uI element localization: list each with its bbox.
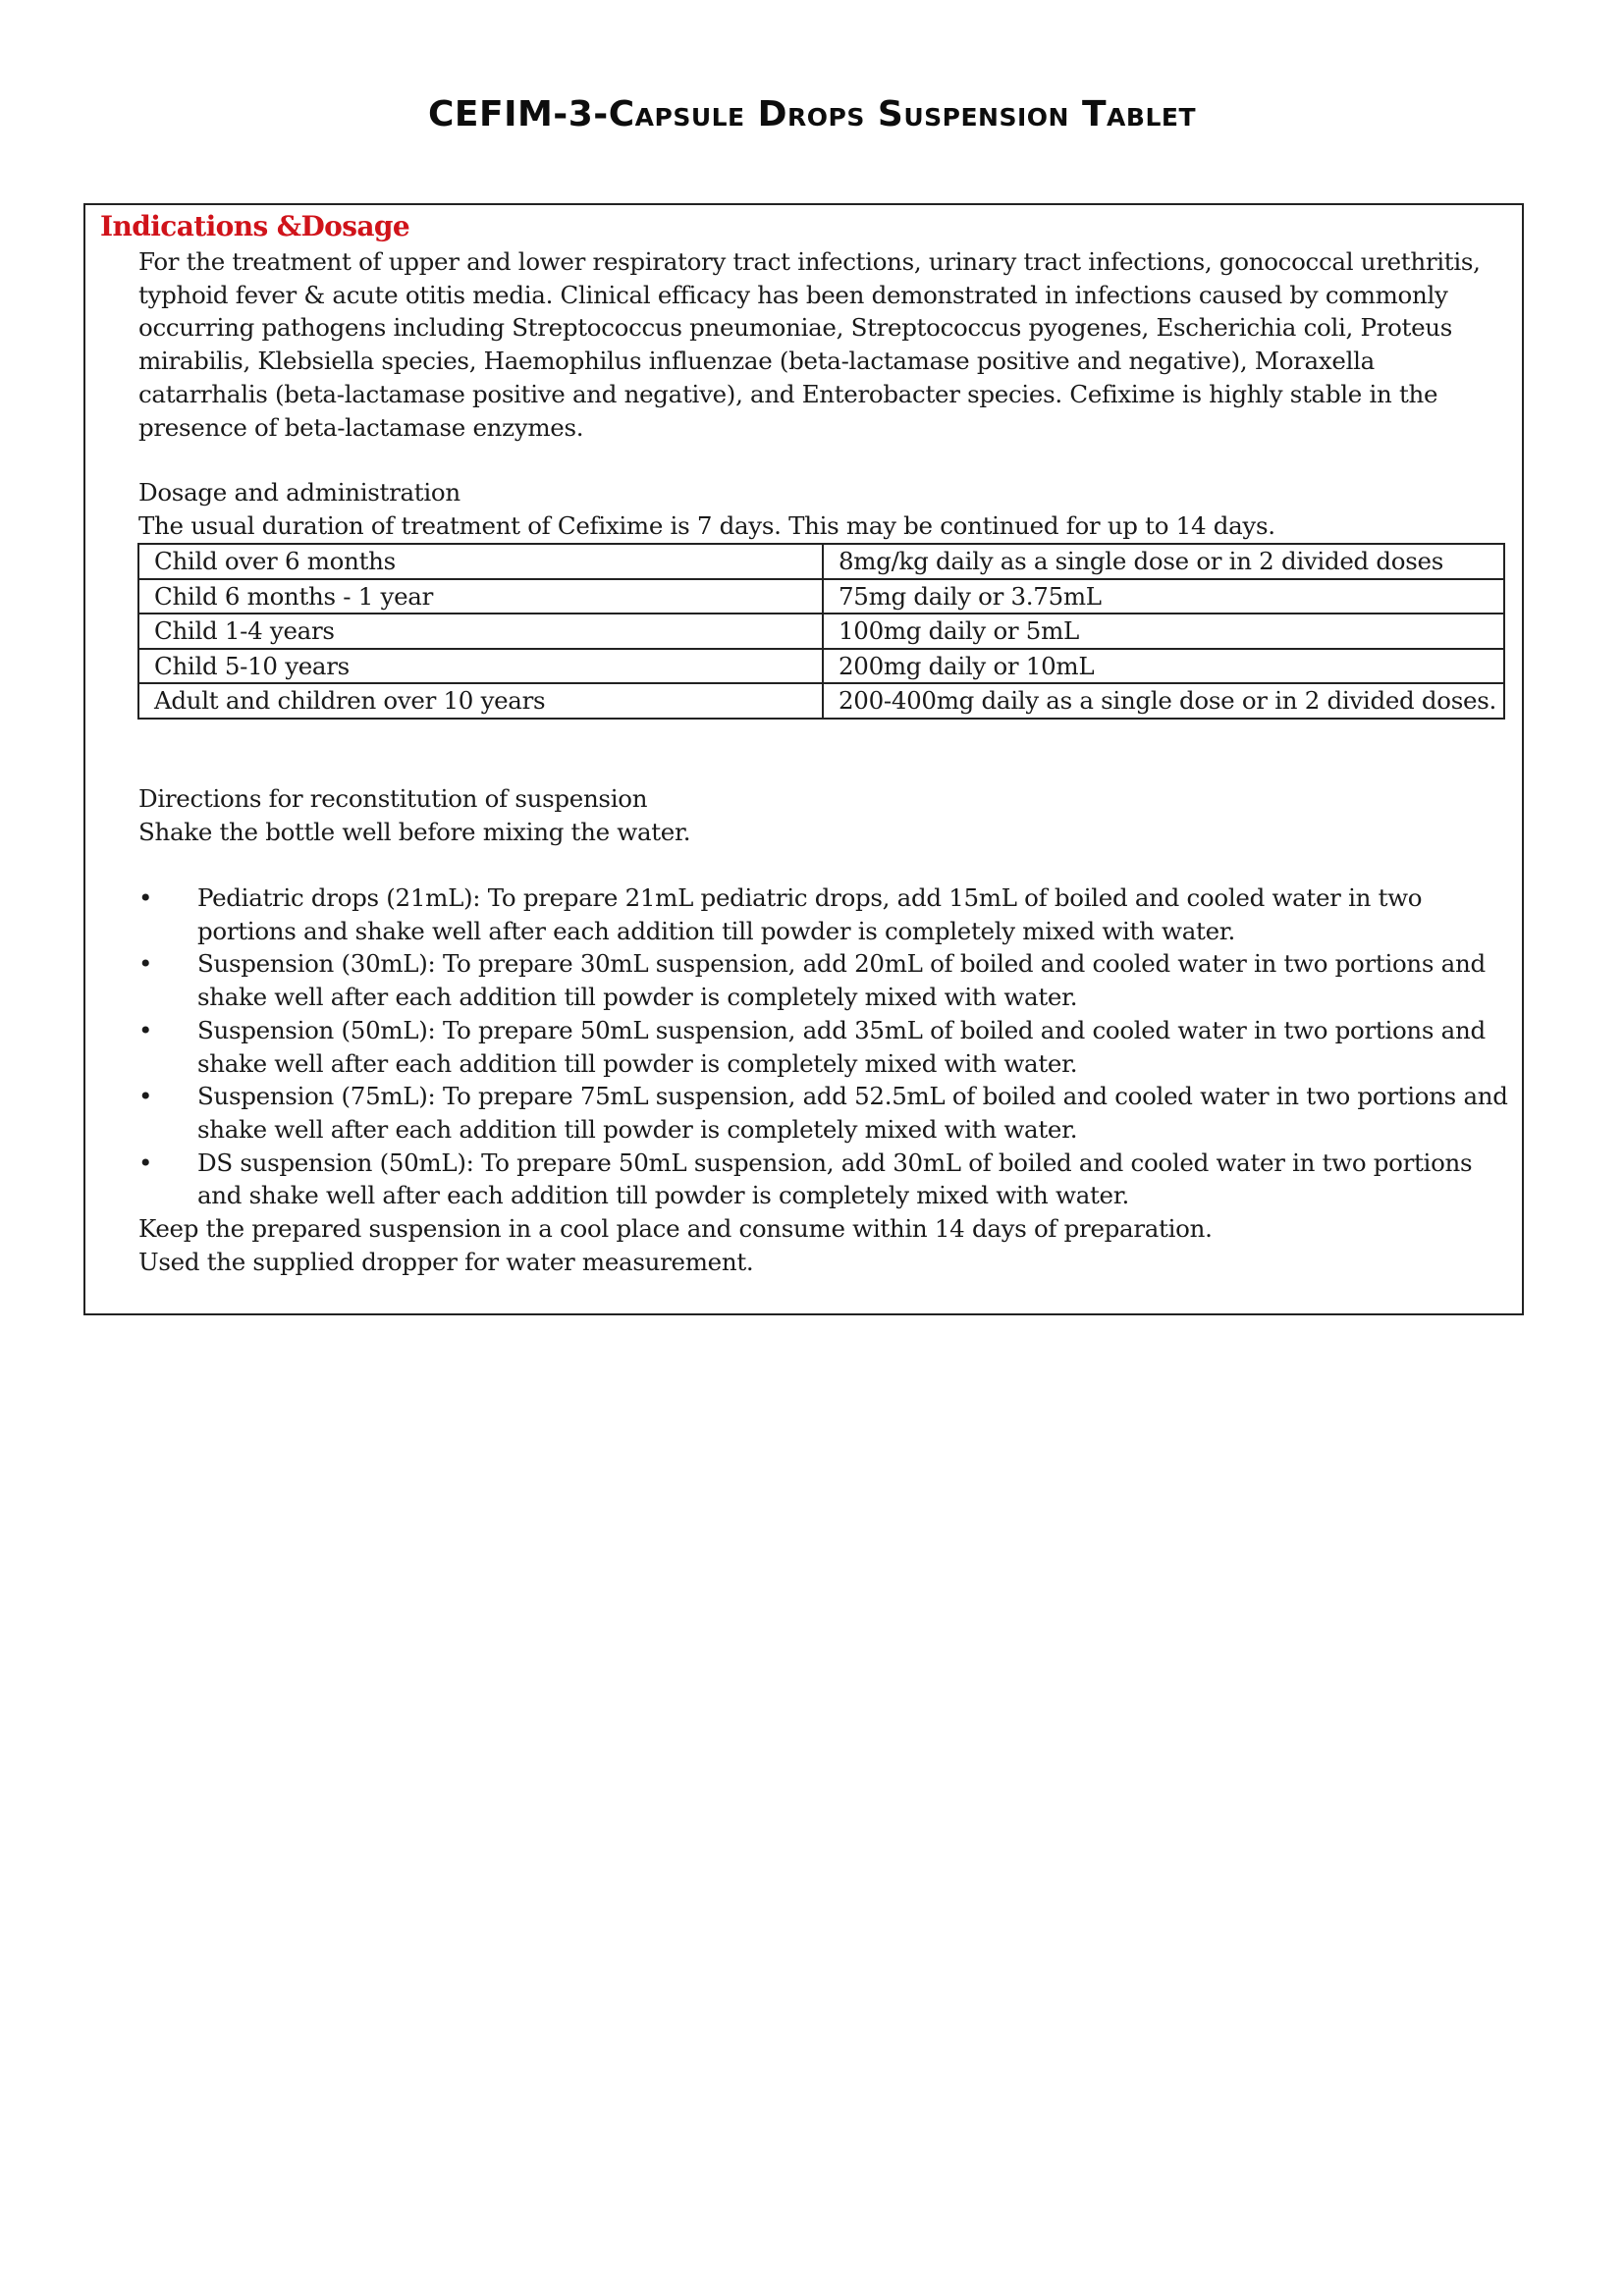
dose-cell: 8mg/kg daily as a single dose or in 2 divided doses	[823, 544, 1504, 579]
bullet-icon: •	[138, 1015, 153, 1044]
step-text: DS suspension (50mL): To prepare 50mL suspension, add 30mL of boiled and cooled water in two portions and shake well after each addition till powder is completely mixed with water.	[197, 1148, 1473, 1210]
age-group-cell: Child 5-10 years	[138, 649, 823, 684]
age-group-cell: Adult and children over 10 years	[138, 683, 823, 719]
table-row	[138, 683, 1504, 719]
step-text: Suspension (75mL): To prepare 75mL suspension, add 52.5mL of boiled and cooled water in two portions and shake well after each addition till powder is completely mixed with water.	[197, 1082, 1508, 1144]
list-item	[138, 1147, 1513, 1212]
dose-cell: 100mg daily or 5mL	[823, 614, 1504, 649]
list-item	[138, 947, 1513, 1013]
step-text: Pediatric drops (21mL): To prepare 21mL pediatric drops, add 15mL of boiled and cooled water in two portions and shake well after each addition till powder is completely mixed with water.	[197, 883, 1423, 945]
table-row	[138, 649, 1504, 684]
list-item	[138, 881, 1513, 947]
indications-text: For the treatment of upper and lower respiratory tract infections, urinary tract infections, gonococcal urethritis, typhoid fever & acute otitis media. Clinical efficacy has been demonstrated in infections caused by commonly occurring pathogens including Streptococcus pneumoniae, Streptococcus pyogenes, Escherichia coli, Proteus mirabilis, Klebsiella species, Haemophilus influenzae (beta-lactamase positive and negative), Moraxella catarrhalis (beta-lactamase positive and negative), and Enterobacter species. Cefixime is highly stable in the presence of beta-lactamase enzymes.	[138, 247, 1481, 442]
reconstitution-heading: Directions for reconstitution of suspension	[138, 784, 648, 813]
bullet-icon: •	[138, 949, 153, 979]
age-group-cell: Child over 6 months	[138, 544, 823, 579]
reconstitution-intro: Shake the bottle well before mixing the water.	[138, 818, 691, 846]
indications-dosage-box	[83, 203, 1524, 1315]
dose-cell: 75mg daily or 3.75mL	[823, 579, 1504, 614]
table-row	[138, 579, 1504, 614]
closing-notes	[138, 1212, 1513, 1278]
age-group-cell: Child 6 months - 1 year	[138, 579, 823, 614]
list-item	[138, 1014, 1513, 1080]
document-title: CEFIM-3-Capsule Drops Suspension Tablet	[427, 94, 1197, 134]
dose-cell: 200-400mg daily as a single dose or in 2 divided doses.	[823, 683, 1504, 719]
indications-paragraph	[138, 245, 1498, 444]
bullet-icon: •	[138, 1082, 153, 1111]
bullet-icon: •	[138, 1148, 153, 1177]
table-row	[138, 614, 1504, 649]
age-group-cell: Child 1-4 years	[138, 614, 823, 649]
dosage-administration-heading: Dosage and administration	[138, 478, 460, 507]
indications-dosage-heading: Indications &Dosage	[100, 210, 410, 242]
list-item	[138, 1080, 1513, 1146]
dropper-note: Used the supplied dropper for water measurement.	[138, 1247, 754, 1276]
bullet-icon: •	[138, 883, 153, 912]
reconstitution-steps-list	[138, 881, 1513, 1212]
step-text: Suspension (50mL): To prepare 50mL suspension, add 35mL of boiled and cooled water in two portions and shake well after each addition till powder is completely mixed with water.	[197, 1015, 1486, 1078]
dosage-table	[137, 543, 1505, 720]
dose-cell: 200mg daily or 10mL	[823, 649, 1504, 684]
step-text: Suspension (30mL): To prepare 30mL suspension, add 20mL of boiled and cooled water in two portions and shake well after each addition till powder is completely mixed with water.	[197, 949, 1486, 1012]
dosage-duration-text: The usual duration of treatment of Cefixime is 7 days. This may be continued for up to 14 days.	[138, 511, 1275, 540]
table-row	[138, 544, 1504, 579]
storage-note: Keep the prepared suspension in a cool place and consume within 14 days of preparation.	[138, 1214, 1213, 1243]
